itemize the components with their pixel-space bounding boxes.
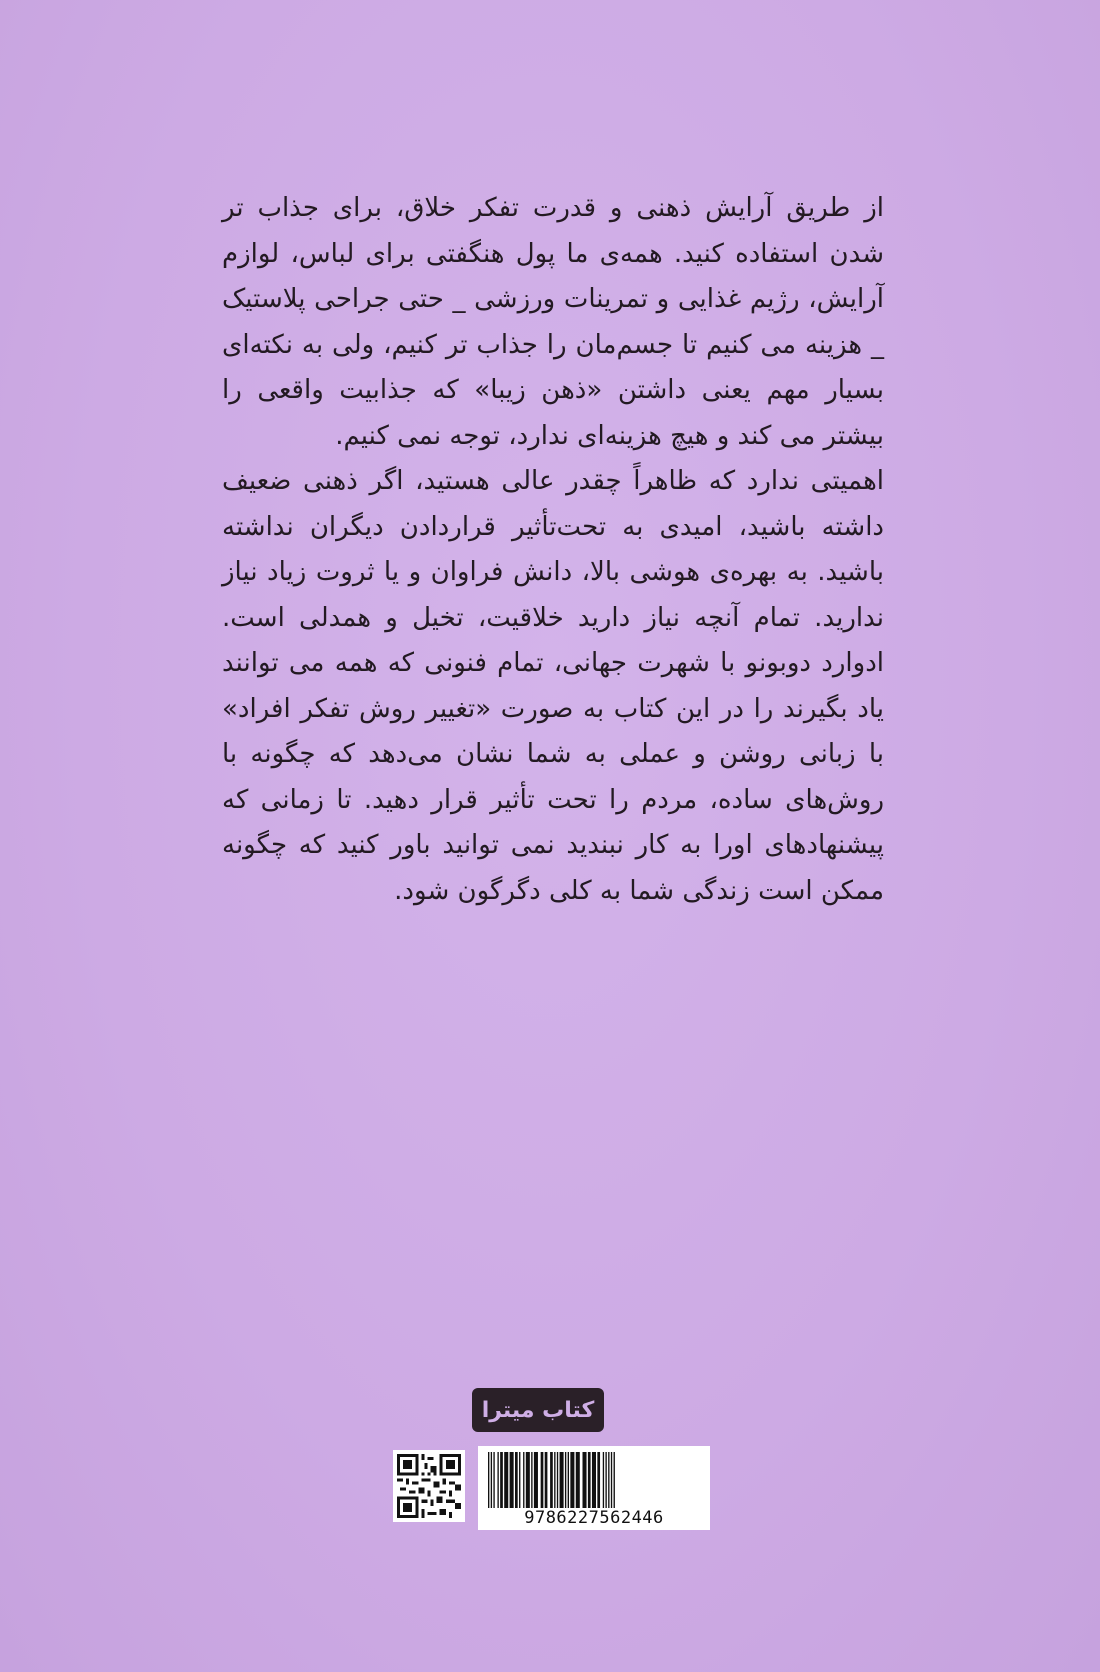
barcode-bar	[545, 1452, 548, 1508]
barcode-bar	[592, 1452, 596, 1508]
publisher-logo: کتاب میترا	[472, 1388, 604, 1432]
barcode-bar	[504, 1452, 508, 1508]
barcode-bar	[565, 1452, 566, 1508]
barcode-bar	[608, 1452, 609, 1508]
barcode-bar	[519, 1452, 520, 1508]
barcode-bar	[493, 1452, 494, 1508]
barcode-bar	[576, 1452, 580, 1508]
barcode-bar	[550, 1452, 553, 1508]
barcode-bars	[486, 1452, 702, 1508]
isbn-number: 9786227562446	[524, 1508, 664, 1528]
barcode-bar	[605, 1452, 606, 1508]
blurb-text	[222, 186, 884, 914]
barcode-bar	[568, 1452, 569, 1508]
barcode-bar	[541, 1452, 544, 1508]
barcode-bar	[611, 1452, 612, 1508]
qr-code-graphic	[397, 1454, 461, 1518]
barcode-bar	[500, 1452, 503, 1508]
barcode-bar	[570, 1452, 574, 1508]
barcode-bar	[531, 1452, 532, 1508]
barcode-bar	[510, 1452, 514, 1508]
barcode-bar	[597, 1452, 600, 1508]
blurb-paragraph-1: از طریق آرایش ذهنی و قدرت تفکر خلاق، برای جذاب تر شدن استفاده کنید. همه‌ی ما پول هنگفتی برای لباس، لوازم آرایش، رژیم غذایی و تمرینات ورزشی _ حتی جراحی پلاستیک _ هزینه می کنیم تا جسم‌مان را جذاب تر کنیم، ولی به نکته‌ای بسیار مهم یعنی داشتن «ذهن زیبا» که جذابیت واقعی را بیشتر می کند و هیچ هزینه‌ای ندارد، توجه نمی کنیم.	[222, 193, 884, 451]
barcode-bar	[523, 1452, 524, 1508]
barcode-bar	[560, 1452, 564, 1508]
barcode-bar	[488, 1452, 489, 1508]
barcode-bar	[497, 1452, 498, 1508]
barcode-bar	[603, 1452, 604, 1508]
barcode-bar	[515, 1452, 518, 1508]
barcode-bar	[557, 1452, 558, 1508]
barcode-bar	[491, 1452, 492, 1508]
barcode-bar	[588, 1452, 591, 1508]
barcode-bar	[583, 1452, 587, 1508]
barcode-bar	[614, 1452, 615, 1508]
blurb-paragraph-2: اهمیتی ندارد که ظاهراً چقدر عالی هستید، اگر ذهنی ضعیف داشته باشید، امیدی به تحت‌تأثیر قراردادن دیگران نداشته باشید. به بهره‌ی هوشی بالا، دانش فراوان و یا ثروت زیاد نیاز ندارید. تمام آنچه نیاز دارید خلاقیت، تخیل و همدلی است. ادوارد دوبونو با شهرت جهانی، تمام فنونی که همه می توانند یاد بگیرند را در این کتاب به صورت «تغییر روش تفکر افراد» با زبانی روشن و عملی به شما نشان می‌دهد که چگونه با روش‌های ساده، مردم را تحت تأثیر قرار دهید. تا زمانی که پیشنهادهای اورا به کار نبندید نمی توانید باور کنید که چگونه ممکن است زندگی شما به کلی دگرگون شود.	[222, 466, 884, 906]
barcode-bar	[534, 1452, 538, 1508]
barcode-bar	[526, 1452, 530, 1508]
barcode-bar	[554, 1452, 555, 1508]
qr-code	[393, 1450, 465, 1522]
isbn-barcode	[478, 1446, 710, 1530]
